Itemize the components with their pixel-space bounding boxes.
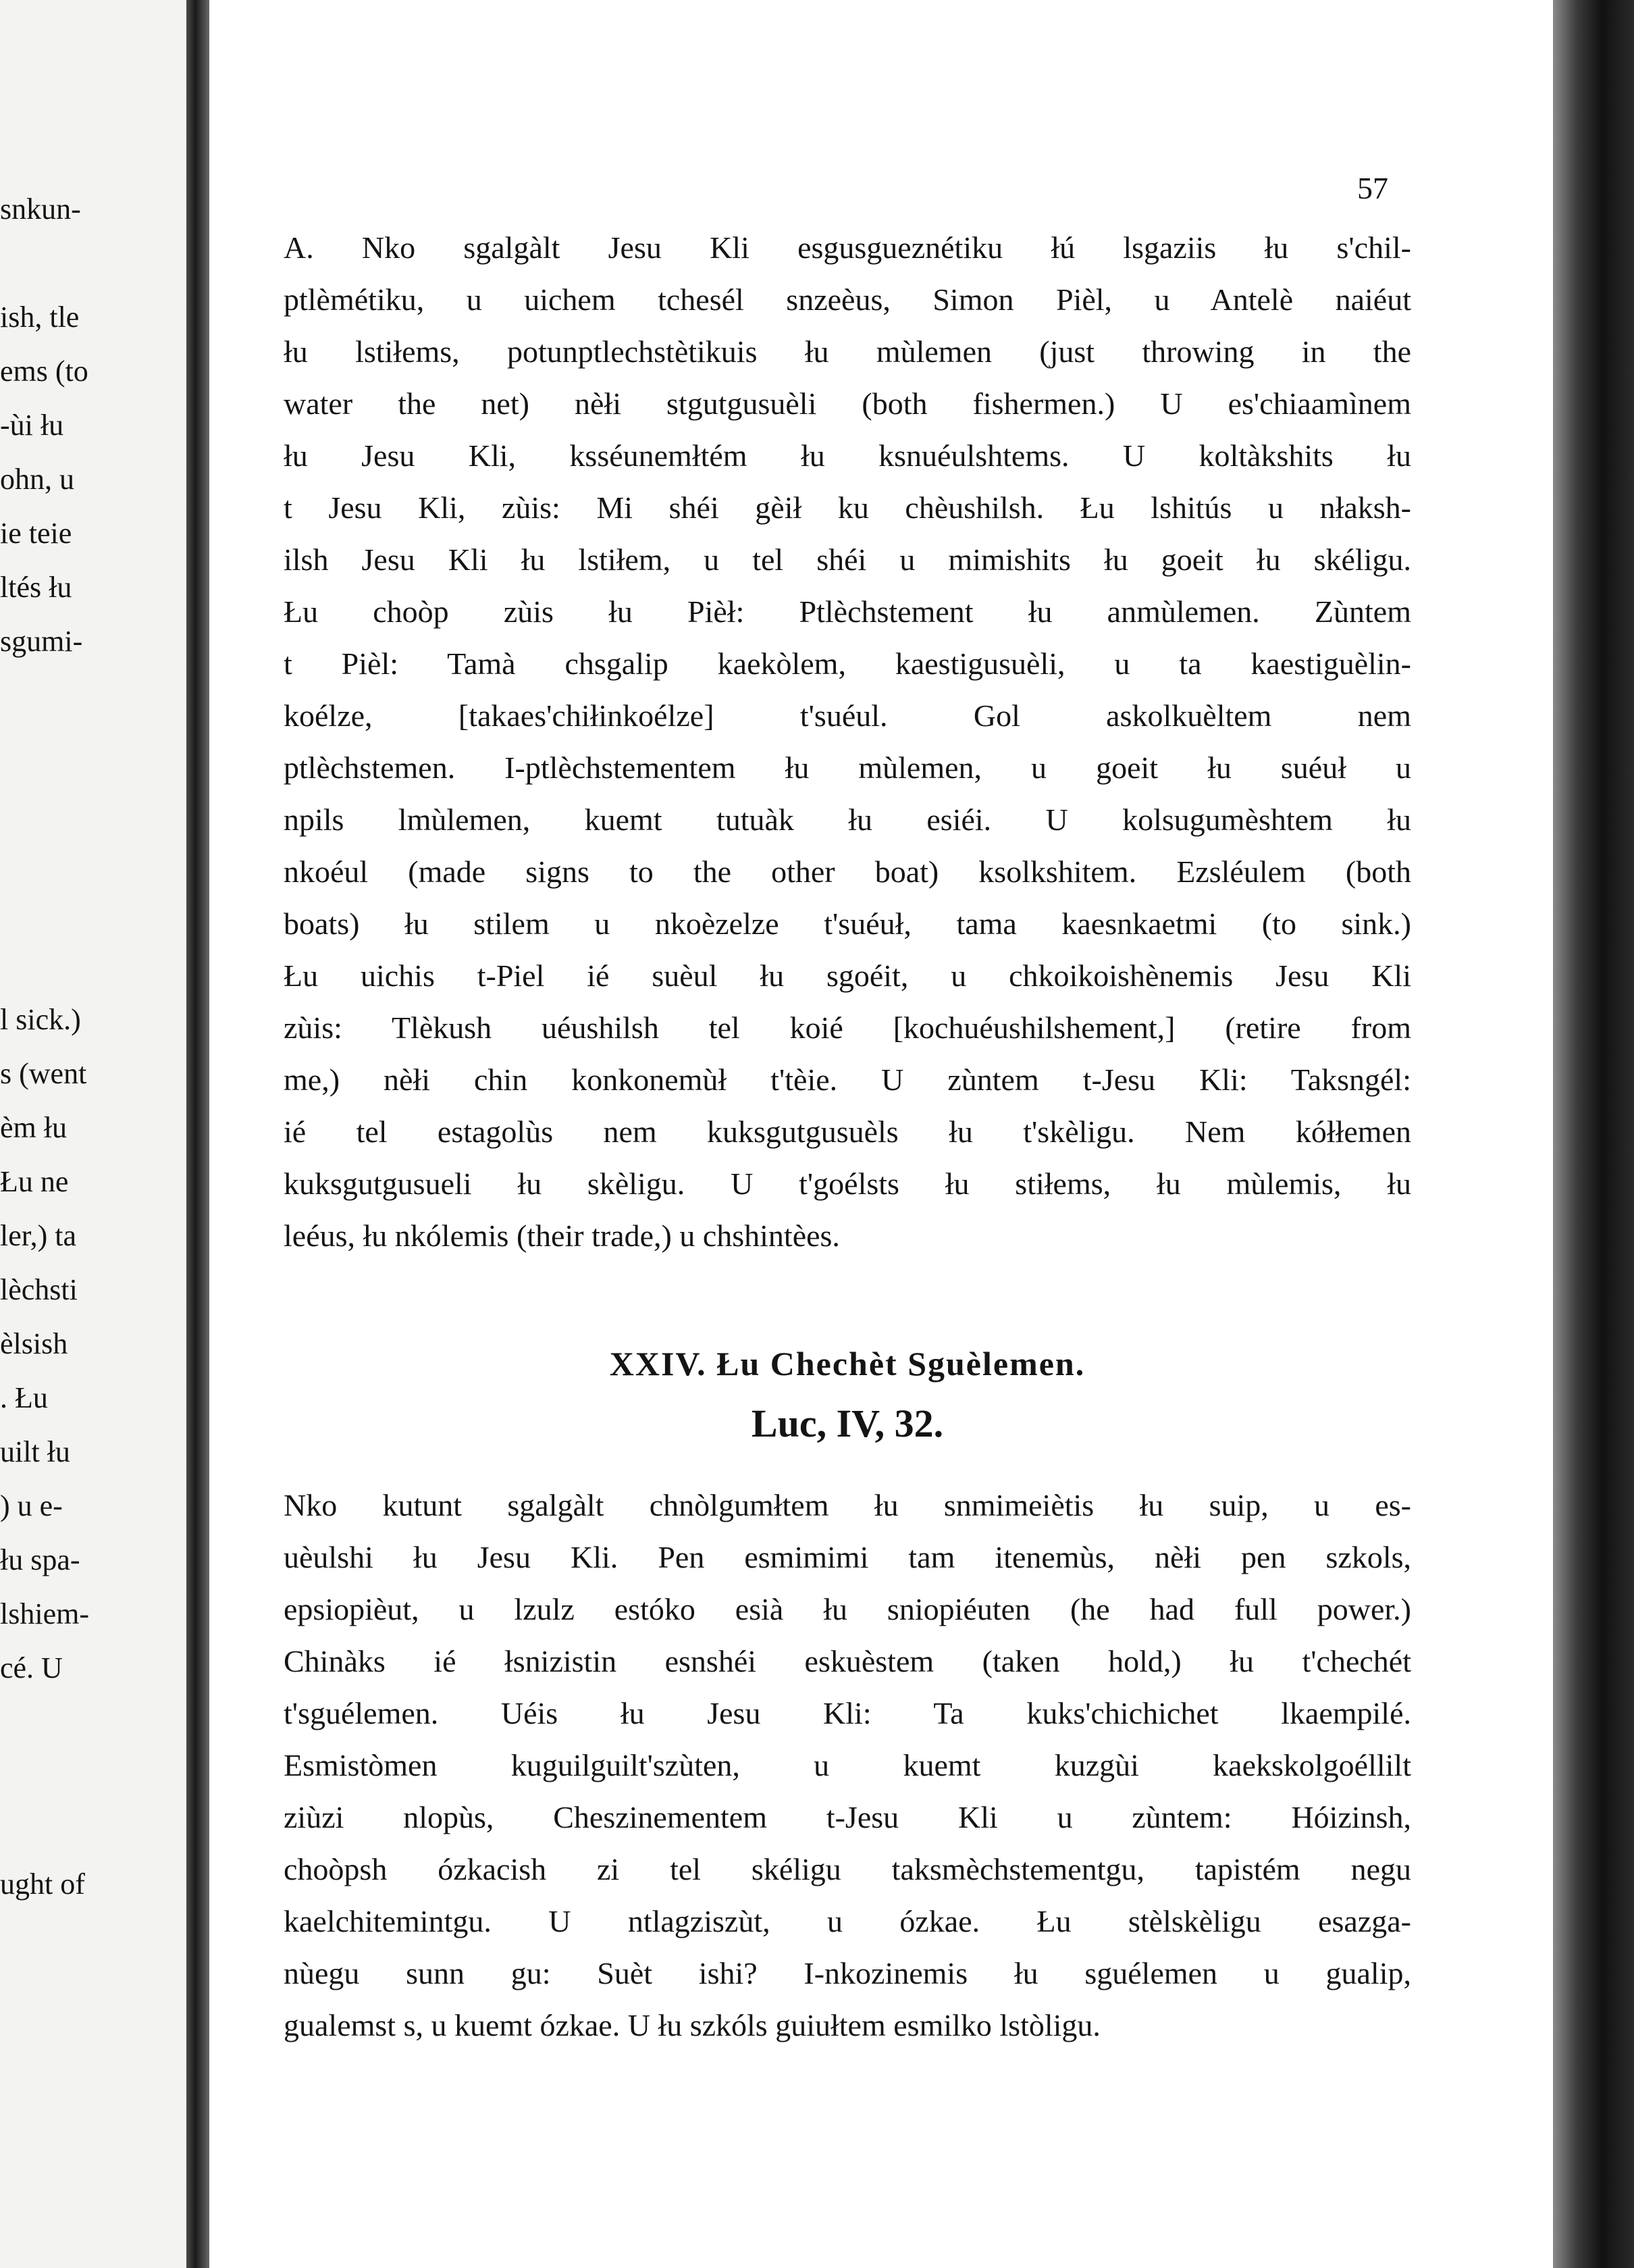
- text-line: uèulshi łu Jesu Kli. Pen esmimimi tam itenemùs, nèłi pen szkols,: [284, 1540, 1411, 1574]
- text-line: Chinàks ié łsnizistin esnshéi eskuèstem (taken hold,) łu t'chechét: [284, 1644, 1411, 1678]
- text-line: Łu uichis t-Piel ié suèul łu sgoéit, u chkoikoishènemis Jesu Kli: [284, 958, 1411, 993]
- text-line: cé. U: [0, 1651, 63, 1684]
- paragraph-2: [284, 1479, 1411, 2051]
- text-line: ptlèmétiku, u uichem tchesél snzeèus, Simon Pièl, u Antelè naiéut: [284, 282, 1411, 317]
- text-line: epsiopièut, u lzulz estóko esià łu sniopiéuten (he had full power.): [284, 1592, 1411, 1626]
- text-line: A. Nko sgalgàlt Jesu Kli esgusgueznétiku łú lsgaziis łu s'chil-: [284, 230, 1411, 265]
- facing-page-fragment: [0, 0, 186, 2268]
- text-line: water the net) nèłi stgutgusuèli (both fishermen.) U es'chiaamìnem: [284, 386, 1411, 421]
- text-line: łu spa-: [0, 1543, 80, 1576]
- section-heading: XXIV. Łu Chechèt Sguèlemen.: [609, 1345, 1086, 1383]
- text-line: uilt łu: [0, 1435, 70, 1468]
- text-line: npils lmùlemen, kuemt tutuàk łu esiéi. U kolsugumèshtem łu: [284, 802, 1411, 837]
- text-line: ziùzi nlopùs, Cheszinementem t-Jesu Kli u zùntem: Hóizinsh,: [284, 1800, 1411, 1834]
- text-line: sgumi-: [0, 625, 83, 658]
- text-line: ught of: [0, 1867, 85, 1901]
- text-line: nùegu sunn gu: Suèt ishi? I-nkozinemis łu sguélemen u gualip,: [284, 1956, 1411, 1990]
- text-line: . Łu: [0, 1381, 48, 1414]
- text-line: ish, tle: [0, 301, 80, 334]
- text-line: l sick.): [0, 1003, 81, 1036]
- text-line: choòpsh ózkacish zi tel skéligu taksmèchstementgu, tapistém negu: [284, 1852, 1411, 1886]
- text-line: lshiem-: [0, 1597, 89, 1630]
- text-line: lèchsti: [0, 1273, 78, 1306]
- text-line: zùis: Tlèkush uéushilsh tel koié [kochuéushilshement,] (retire from: [284, 1010, 1411, 1045]
- page-number: 57: [1357, 171, 1388, 205]
- text-line: ie teie: [0, 517, 72, 550]
- text-line: ems (to: [0, 355, 88, 388]
- text-line: boats) łu stilem u nkoèzelze t'suéuł, tama kaesnkaetmi (to sink.): [284, 906, 1411, 941]
- page-edge-shadow: [1553, 0, 1634, 2268]
- text-line: t'sguélemen. Uéis łu Jesu Kli: Ta kuks'chichichet lkaempilé.: [284, 1696, 1411, 1730]
- text-line: -ùi łu: [0, 409, 64, 442]
- text-line: koélze, [takaes'chiłinkoélze] t'suéul. Gol askolkuèltem nem: [284, 698, 1411, 733]
- text-line: łu lstiłems, potunptlechstètikuis łu mùlemen (just throwing in the: [284, 334, 1411, 369]
- paragraph-1: [284, 222, 1411, 1262]
- text-line: èm łu: [0, 1111, 67, 1144]
- text-line: gualemst s, u kuemt ózkae. U łu szkóls guiułtem esmilko lstòligu.: [284, 2008, 1101, 2042]
- text-line: leéus, łu nkólemis (their trade,) u chshintèes.: [284, 1218, 840, 1253]
- text-line: kaelchitemintgu. U ntlagziszùt, u ózkae. Łu stèlskèligu esazga-: [284, 1904, 1411, 1938]
- text-line: t Pièl: Tamà chsgalip kaekòlem, kaestigusuèli, u ta kaestiguèlin-: [284, 646, 1411, 681]
- text-line: Nko kutunt sgalgàlt chnòlgumłtem łu snmimeiètis łu suip, u es-: [284, 1488, 1411, 1522]
- text-line: s (went: [0, 1057, 87, 1090]
- text-line: ohn, u: [0, 463, 74, 496]
- text-line: Łu choòp zùis łu Pièł: Ptlèchstement łu anmùlemen. Zùntem: [284, 594, 1411, 629]
- text-line: ) u e-: [0, 1489, 63, 1522]
- text-line: nkoéul (made signs to the other boat) ksolkshitem. Ezsléulem (both: [284, 854, 1411, 889]
- book-gutter: [186, 0, 209, 2268]
- scripture-reference: Luc, IV, 32.: [751, 1401, 944, 1445]
- text-line: Łu ne: [0, 1165, 69, 1198]
- text-line: ptlèchstemen. I-ptlèchstementem łu mùlemen, u goeit łu suéuł u: [284, 750, 1411, 785]
- text-line: ié tel estagolùs nem kuksgutgusuèls łu t'skèligu. Nem kółłemen: [284, 1114, 1411, 1149]
- text-line: snkun-: [0, 192, 81, 226]
- text-line: Esmistòmen kuguilguilt'szùten, u kuemt kuzgùi kaekskolgoéllilt: [284, 1748, 1411, 1782]
- text-line: ler,) ta: [0, 1219, 77, 1252]
- text-line: èlsish: [0, 1327, 68, 1360]
- text-line: łu Jesu Kli, ksséunemłtém łu ksnuéulshtems. U koltàkshits łu: [284, 438, 1411, 473]
- text-line: ilsh Jesu Kli łu lstiłem, u tel shéi u mimishits łu goeit łu skéligu.: [284, 542, 1411, 577]
- text-line: me,) nèłi chin konkonemùł t'tèie. U zùntem t-Jesu Kli: Taksngél:: [284, 1062, 1411, 1097]
- text-line: ltés łu: [0, 571, 72, 604]
- text-line: t Jesu Kli, zùis: Mi shéi gèił ku chèushilsh. Łu lshitús u nłaksh-: [284, 490, 1411, 525]
- text-line: kuksgutgusueli łu skèligu. U t'goélsts łu stiłems, łu mùlemis, łu: [284, 1166, 1411, 1201]
